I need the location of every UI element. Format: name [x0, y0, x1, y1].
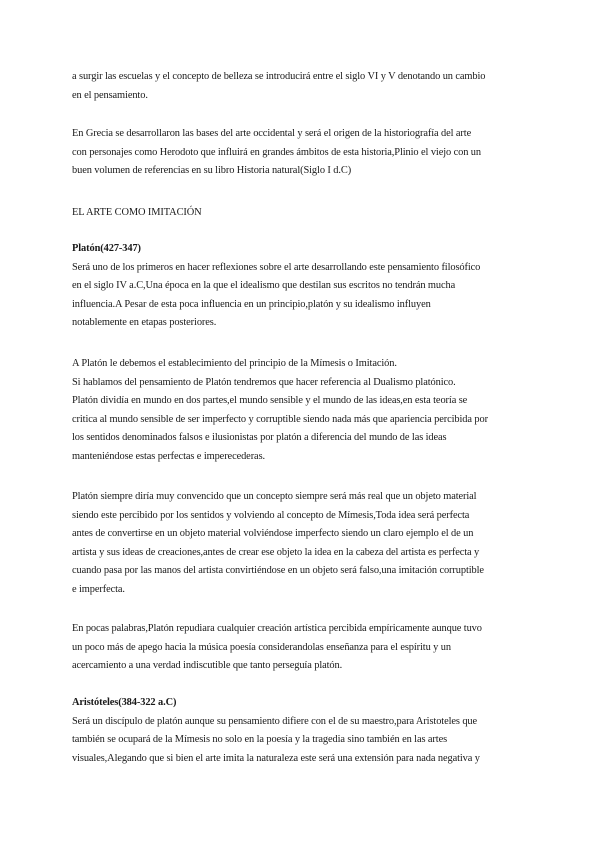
- text-line: a surgir las escuelas y el concepto de belleza se introducirá entre el siglo VI y V denotando un cambio: [72, 71, 486, 82]
- text-line: manteniéndose estas perfectas e imperecederas.: [72, 450, 266, 462]
- platon-section: [72, 240, 542, 333]
- aristoteles-heading: Aristóteles(384-322 a.C): [72, 697, 177, 708]
- paragraph-5: [72, 488, 542, 599]
- text-line: en el pensamiento.: [72, 89, 148, 101]
- text-line: critica al mundo sensible de ser imperfecto y corruptible siendo nada más que apariencia percibida por: [72, 413, 488, 425]
- text-line: siendo este percibido por los sentidos y volviendo al concepto de Mímesis,Toda idea será perfecta: [72, 509, 470, 521]
- text-line: notablemente en etapas posteriores.: [72, 317, 217, 328]
- paragraph-4: [72, 355, 542, 466]
- text-line: Platón dividía en mundo en dos partes,el mundo sensible y el mundo de las ideas,en esta teoría se: [72, 395, 468, 406]
- platon-heading: Platón(427-347): [72, 243, 141, 254]
- text-line: en el siglo IV a.C,Una época en la que el idealismo que destilan sus escritos no tendrán mucha: [72, 280, 456, 291]
- text-line: los sentidos denominados falsos e ilusionistas por platón a diferencia del mundo de las ideas: [72, 432, 447, 443]
- text-line: un poco más de apego hacia la música poesía considerandolas enseñanza para el espíritu y un: [72, 641, 451, 653]
- text-line: también se ocupará de la Mímesis no solo en la poesía y la tragedia sino también en las artes: [72, 734, 448, 745]
- text-line: influencia.A Pesar de esta poca influencia en un principio,platón y su idealismo influyen: [72, 298, 431, 310]
- text-line: artista y sus ideas de creaciones,antes de crear ese objeto la idea en la cabeza del artista es perfecta y: [72, 546, 480, 558]
- text-line: Platón siempre diría muy convencido que un concepto siempre será más real que un objeto material: [72, 491, 477, 502]
- text-line: Si hablamos del pensamiento de Platón tendremos que hacer referencia al Dualismo platónico.: [72, 376, 456, 388]
- section-title-block: [72, 204, 542, 223]
- text-line: con personajes como Herodoto que influirá en grandes ámbitos de esta historia,Plinio el viejo con un: [72, 146, 481, 158]
- text-line: En pocas palabras,Platón repudiara cualquier creación artística percibida empíricamente aunque tuvo: [72, 623, 482, 634]
- text-line: En Grecia se desarrollaron las bases del arte occidental y será el origen de la historiografía del arte: [72, 128, 472, 139]
- text-line: cuando pasa por las manos del artista convirtiéndose en un objeto será falso,una imitación corruptible: [72, 565, 484, 576]
- text-line: antes de convertirse en un objeto material volviéndose imperfecto siendo un claro ejemplo el de un: [72, 528, 474, 539]
- section-title: EL ARTE COMO IMITACIÓN: [72, 207, 202, 218]
- text-line: buen volumen de referencias en su libro Historia natural(Siglo I d.C): [72, 165, 352, 176]
- paragraph-6: [72, 620, 542, 676]
- paragraph-1: [72, 68, 542, 105]
- text-line: visuales,Alegando que si bien el arte imita la naturaleza este será una extensión para nada negativa y: [72, 752, 480, 764]
- aristoteles-section: [72, 694, 542, 768]
- text-line: acercamiento a una verdad indiscutible que tanto perseguía platón.: [72, 660, 343, 671]
- text-line: A Platón le debemos el establecimiento del principio de la Mímesis o Imitación.: [72, 358, 397, 369]
- paragraph-2: [72, 125, 542, 181]
- text-line: Será un discípulo de platón aunque su pensamiento difiere con el de su maestro,para Aristoteles que: [72, 715, 478, 727]
- text-line: Será uno de los primeros en hacer reflexiones sobre el arte desarrollando este pensamiento filosófico: [72, 261, 481, 273]
- text-line: e imperfecta.: [72, 583, 125, 595]
